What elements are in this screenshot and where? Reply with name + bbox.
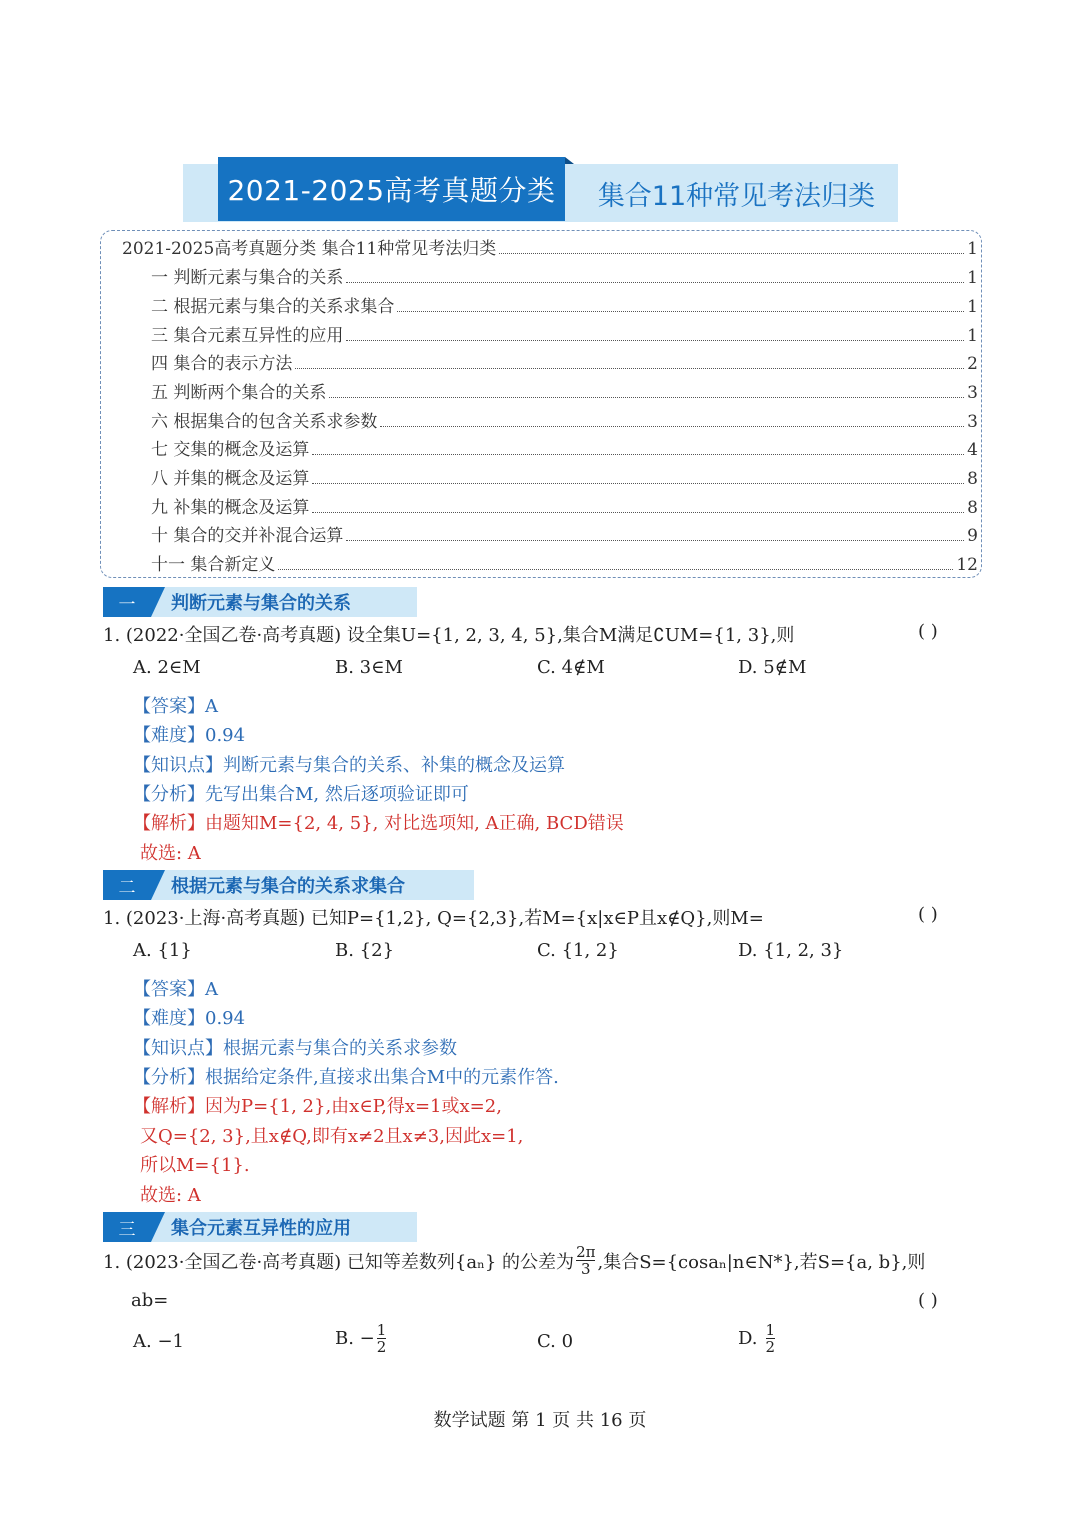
- answer-blank: ( ): [918, 904, 938, 925]
- toc-entry-page: 9: [967, 526, 978, 546]
- toc-entry[interactable]: [151, 463, 978, 489]
- solution-line: 【解析】由题知M={2, 4, 5}, 对比选项知, A正确, BCD错误: [133, 813, 624, 834]
- section-title: 根据元素与集合的关系求集合: [171, 876, 405, 897]
- solution-line: 所以M={1}.: [140, 1155, 250, 1176]
- answer-line: 【答案】A: [133, 696, 218, 717]
- toc-entry-title: 四 集合的表示方法: [151, 354, 293, 374]
- title-fold-decoration: [565, 157, 574, 164]
- option-b-label: B. −: [335, 1328, 375, 1349]
- option-a: A. {1}: [133, 940, 192, 961]
- option-d: [738, 1322, 777, 1355]
- toc-entry[interactable]: [122, 233, 978, 259]
- question-text: [103, 1244, 925, 1277]
- answer-blank: ( ): [918, 621, 938, 642]
- toc-entry[interactable]: [151, 520, 978, 546]
- option-a: A. −1: [133, 1331, 184, 1352]
- fraction-denominator: 2: [376, 1338, 387, 1356]
- section-number: 三: [103, 1212, 151, 1242]
- option-c: C. {1, 2}: [537, 940, 619, 961]
- toc-entry-title: 八 并集的概念及运算: [151, 469, 310, 489]
- question-text: 1. (2023·上海·高考真题) 已知P={1,2}, Q={2,3},若M={x|x∈P且x∉Q},则M=: [103, 908, 764, 929]
- option-c: C. 0: [537, 1331, 574, 1352]
- toc-entry-title: 二 根据元素与集合的关系求集合: [151, 297, 395, 317]
- toc-dot-leader: [380, 426, 964, 427]
- section-title: 集合元素互异性的应用: [171, 1218, 351, 1239]
- section-number: 一: [103, 587, 151, 617]
- toc-entry-title: 三 集合元素互异性的应用: [151, 326, 344, 346]
- toc-entry-title: 十一 集合新定义: [151, 555, 276, 575]
- question-prefix: 1. (2023·全国乙卷·高考真题) 已知等差数列{aₙ} 的公差为: [103, 1251, 575, 1273]
- fraction-numerator: 2π: [576, 1243, 596, 1261]
- option-a: A. 2∈M: [133, 657, 201, 678]
- toc-entry-title: 十 集合的交并补混合运算: [151, 526, 344, 546]
- question-suffix: ,集合S={cosaₙ|n∈N*},若S={a, b},则: [597, 1251, 926, 1273]
- toc-dot-leader: [346, 340, 964, 341]
- toc-dot-leader: [346, 540, 964, 541]
- toc-entry[interactable]: [151, 377, 978, 403]
- section-arrow-icon: [151, 870, 165, 900]
- toc-entry-page: 3: [967, 412, 978, 432]
- solution-line: 故选: A: [140, 1185, 201, 1206]
- toc-entry-page: 12: [956, 555, 978, 575]
- toc-dot-leader: [312, 512, 964, 513]
- toc-entry-page: 8: [967, 498, 978, 518]
- toc-entry-title: 五 判断两个集合的关系: [151, 383, 327, 403]
- toc-entry[interactable]: [151, 291, 978, 317]
- solution-line: 【解析】因为P={1, 2},由x∈P,得x=1或x=2,: [133, 1096, 502, 1117]
- option-c: C. 4∉M: [537, 657, 605, 678]
- toc-entry-page: 1: [967, 326, 978, 346]
- section-title: 判断元素与集合的关系: [171, 593, 351, 614]
- toc-dot-leader: [312, 454, 964, 455]
- toc-entry[interactable]: [151, 262, 978, 288]
- fraction-numerator: 1: [376, 1321, 387, 1339]
- solution-line: 故选: A: [140, 843, 201, 864]
- toc-entry[interactable]: [151, 492, 978, 518]
- fraction-denominator: 2: [765, 1338, 776, 1356]
- toc-dot-leader: [499, 253, 964, 254]
- toc-entry-title: 六 根据集合的包含关系求参数: [151, 412, 378, 432]
- toc-entry-title: 七 交集的概念及运算: [151, 440, 310, 460]
- toc-dot-leader: [295, 368, 964, 369]
- question-continuation: ab=: [131, 1290, 169, 1311]
- toc-dot-leader: [329, 397, 964, 398]
- fraction-one-half: [377, 1322, 387, 1355]
- toc-entry[interactable]: [151, 320, 978, 346]
- toc-dot-leader: [312, 483, 964, 484]
- fraction-denominator: 3: [580, 1260, 591, 1278]
- toc-dot-leader: [397, 311, 964, 312]
- solution-line: 又Q={2, 3},且x∉Q,即有x≠2且x≠3,因此x=1,: [140, 1126, 524, 1147]
- toc-entry[interactable]: [151, 348, 978, 374]
- option-b: B. 3∈M: [335, 657, 403, 678]
- analysis-line: 【分析】先写出集合M, 然后逐项验证即可: [133, 784, 469, 805]
- fraction-one-half: [766, 1322, 776, 1355]
- option-b: [335, 1322, 388, 1355]
- option-d: D. {1, 2, 3}: [738, 940, 844, 961]
- toc-entry-page: 4: [967, 440, 978, 460]
- toc-dot-leader: [346, 282, 964, 283]
- toc-entry[interactable]: [151, 549, 978, 575]
- option-b: B. {2}: [335, 940, 395, 961]
- toc-entry-title: 一 判断元素与集合的关系: [151, 268, 344, 288]
- title-main: 2021-2025高考真题分类: [218, 157, 565, 221]
- section-header-1: [103, 587, 417, 617]
- toc-entry[interactable]: [151, 434, 978, 460]
- difficulty-line: 【难度】0.94: [133, 1008, 246, 1029]
- knowledge-line: 【知识点】判断元素与集合的关系、补集的概念及运算: [133, 755, 565, 776]
- title-subtitle: 集合11种常见考法归类: [597, 180, 876, 212]
- answer-blank: ( ): [918, 1290, 938, 1311]
- toc-entry-page: 8: [967, 469, 978, 489]
- toc-entry-page: 3: [967, 383, 978, 403]
- section-arrow-icon: [151, 1212, 165, 1242]
- toc-entry-page: 1: [967, 268, 978, 288]
- option-d: D. 5∉M: [738, 657, 807, 678]
- section-header-2: [103, 870, 474, 900]
- page-footer: 数学试题 第 1 页 共 16 页: [433, 1410, 647, 1431]
- answer-line: 【答案】A: [133, 979, 218, 1000]
- toc-entry-title: 九 补集的概念及运算: [151, 498, 310, 518]
- knowledge-line: 【知识点】根据元素与集合的关系求参数: [133, 1038, 457, 1059]
- fraction-two-pi-over-three: [576, 1244, 595, 1277]
- toc-dot-leader: [278, 569, 953, 570]
- option-d-label: D.: [738, 1328, 758, 1349]
- toc-entry-title: 2021-2025高考真题分类 集合11种常见考法归类: [122, 239, 497, 259]
- section-arrow-icon: [151, 587, 165, 617]
- section-header-3: [103, 1212, 417, 1242]
- difficulty-line: 【难度】0.94: [133, 725, 246, 746]
- question-text: 1. (2022·全国乙卷·高考真题) 设全集U={1, 2, 3, 4, 5},集合M满足∁UM={1, 3},则: [103, 625, 795, 646]
- section-number: 二: [103, 870, 151, 900]
- analysis-line: 【分析】根据给定条件,直接求出集合M中的元素作答.: [133, 1067, 559, 1088]
- toc-entry-page: 1: [967, 239, 978, 259]
- toc-entry-page: 2: [967, 354, 978, 374]
- toc-entry[interactable]: [151, 406, 978, 432]
- toc-entry-page: 1: [967, 297, 978, 317]
- fraction-numerator: 1: [765, 1321, 776, 1339]
